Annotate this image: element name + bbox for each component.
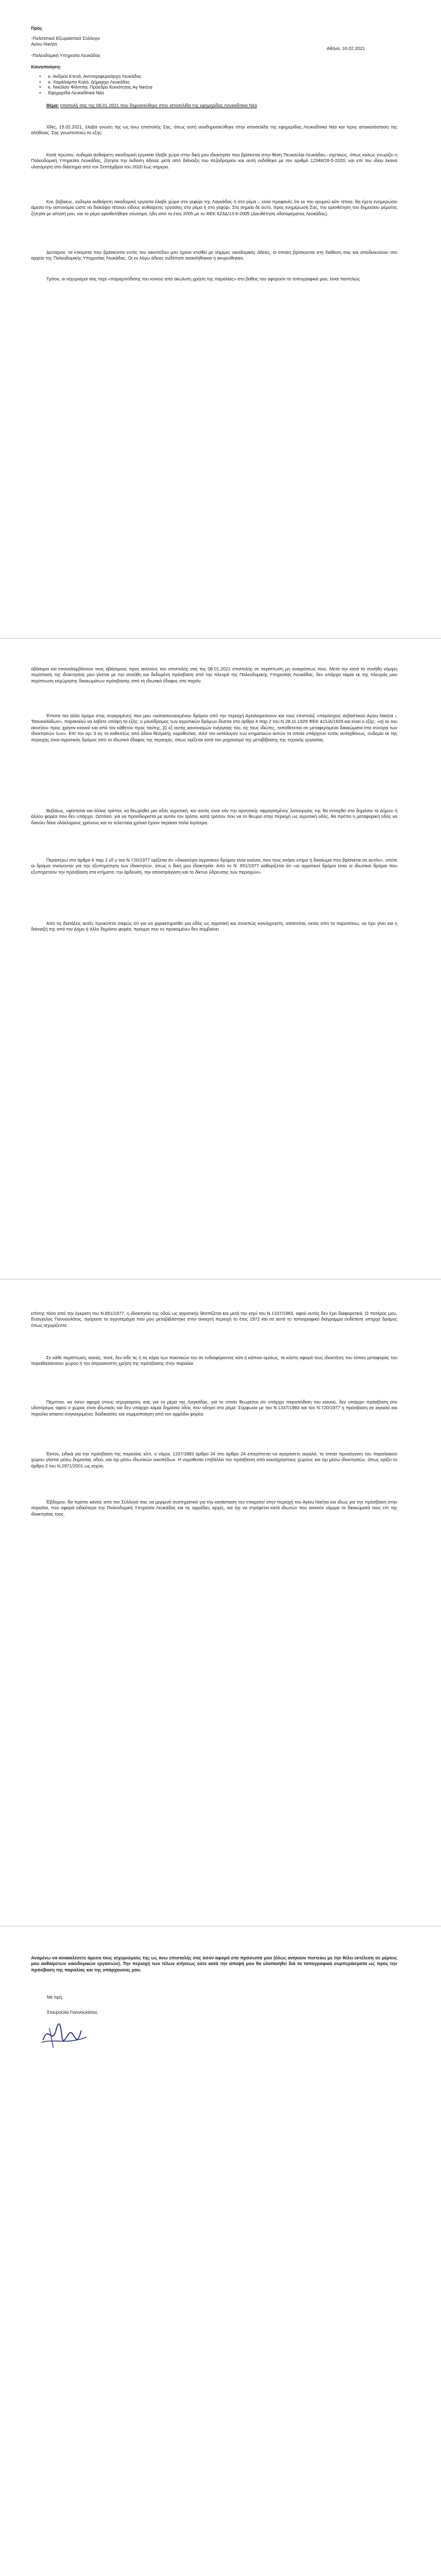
paragraph: Περαιτέρω στο άρθρο 6 παρ 2 εδ γ του Ν.720/1977 ορίζεται ότι «δικαιούχοι αγροτικού δρόμου είναι εκείνοι, που τους ανήκει κτήμα ή δικαίωμα που βρίσκεται σε αυτόν», οπότε οι δρόμοι ανοίγονται για την εξυπηρέτηση των ιδιοκτητών, όπως η δική μου ιδιοκτησία. Από το Ν. 651/1977 καθορίζεται ότι «οι αγροτικοί δρόμοι είναι οι ιδιωτικοί δρόμοι που εξυπηρετούν την πρόσβαση στα κτήματα, την άρδευση, την αποστράγγιση και το δίκτυο ύδρευσης των περιοχών». xyxy=(31,857,397,875)
signature-stroke xyxy=(43,2024,81,2040)
cc-item: • κ. Νικόλαο Φίλιππα, Πρόεδρο Κοινότητας Αγ Νικήτα xyxy=(39,85,369,91)
paragraph: Χθες, 15.02.2021, έλαβα γνώση της ως άνω επιστολής Σας, όπως αυτή αναδημοσιεύθηκε στην ιστοσελίδα της εφημερίδας Λευκαδίτικα Νέα και προς αποκατάσταση της αλήθειας, Σας γνωστοποιώ τα εξής: xyxy=(31,124,397,136)
paragraph: Πέμπτον, κα όσον αφορά στους ισχυρισμούς σας για το ρέμα της Λαγκάδας, για το οποίο θεωρείται ότι υπάρχει παραπόδιση του κοινού, δεν υπάρχει πρόσβαση στο υδατόρεμα, αφού ο χώρος είναι ιδιωτικός και δεν υπάρχει καμία δημόσια οδός που οδηγεί στο ρέμα. Σύμφωνα με τον Ν.1337/1983 και τον Ν.720/1977 η πρόσβαση σε αιγιαλό και παραλία απαιτεί συγκεκριμένες διαδικασίες και νομιμοποίηση από τον αρμόδιο φορέα. xyxy=(31,1399,397,1417)
paragraph: Βεβαίως, υφίσταται και άλλος τρόπος να θεωρηθεί μια οδός αγροτική, και αυτός είναι εάν την αρνητικής σφραγισμένης λειτουργίας της θα ενταχθεί στο δημόσιο το Δήμου ή άλλου φορέα που δεν υπάρχει. Ωστόσο, για να προσδιοριστεί με αυτόν τον τρόπο, κατά τρόπον που να το θεωρεί στην περιοχή ως αγροτική οδός, θα πρέπει η μεταφορική οδός να διανύει δέκα ολόκληρους χρόνους και τα τελευταία χρόνια έχουν περάσει πολύ λιγότερα. xyxy=(31,808,397,826)
cc-list xyxy=(39,74,369,96)
signatory-name: Σταυρούλα Γιαννουλάτου. xyxy=(47,2009,99,2015)
paragraph: αβάσιμοι και επαναλαμβάνουν τους αβάσιμους προς εκείνους του επιστολής σας της 08.01.2021 επιστολής σε περίπτωση μη αναιρέσεως τους. Μετά την κατά τα συνήθη νόμιμη περίσταση της ιδιοκτησίας μου γίνεται με την συνήθη και δεδομένη πρόσβαση από την πλευρά της Πολεοδομικής Υπηρεσίας Λευκάδας, δεν υπάρχει καμία εκ της πλευράς μου περίπτωση εκχώρησης δικαιωμάτων πρόσβασης από το ιδιωτικό έδαφος στο παρόν. xyxy=(31,666,397,684)
subject-text: επιστολή σας της 08.01.2021 που δημοσιεύθηκε στην ιστοσελίδα της εφημερίδας Λευκαδίτικα Νέα xyxy=(60,103,257,108)
paragraph: Σε κάθε περίπτωση, κανείς, ποτέ, δεν είδε τις ή τις κάρα των ποιοτικών του σε ενδιαφέροντος κάτι ή κάποιο ομοίως, τα κόστη αφορά τους ιδιοκτήτες του τόπου μεταφοράς του παραθαλάσσιου χώρου ή την άπροσκοπτη χρήση της πρόσβασης στην παραλία. xyxy=(31,1355,397,1367)
cc-item: • κ. Χαράλαμπο Καλό, Δήμαρχο Λευκάδας xyxy=(39,80,369,85)
place-date: Αθήνα, 16.02.2021 xyxy=(326,46,365,51)
page-4 xyxy=(0,1932,441,2576)
to-label: Προς xyxy=(31,25,42,31)
signature-image xyxy=(39,2020,90,2051)
closing: Με τιμή, xyxy=(47,1994,63,2000)
page-1 xyxy=(0,0,441,633)
cc-item: • κ. Ανδρέα Κτενά, Αντιπεριφερειάρχη Λευκάδας xyxy=(39,74,369,80)
cc-item: • Εφημερίδα Λευκαδίτικα Νέα xyxy=(39,91,369,96)
paragraph: Αναμένω να ανακαλέσετε άμεσα τους ισχυρισμούς της ως άνω επιστολής σας όσον αφορά στο πρόσωπό μου (όλως ανήκουν πιστεύω με την θέλει εκτέλεση σε μέρους μου αυθαίρετων οικοδομικών εργασιών). Την περιοχή των τέλων κτήσεως ούτε κατά την άποψή μου θα υλοποιηθεί διά τα τοπογραφικά συμπεράσματα ως προς την πρόσβαση της παραλίας και της υπάρχουσας μου. xyxy=(31,1955,397,1973)
paragraph: Και, βεβαίως, ουδεμία αυθαίρετη οικοδομική εργασία έλαβε χώρα στο γεφύρι της Λαγκάδας ή στο ρέμα – είναι προφανές ότι εκ του ορυμού κάτι τέτοιο, θα έχετε ενημερώσει άμεσα την αστυνομία ώστε να διακόψει τέτοιου είδους αυθαίρετες εργασίες στο ρέμα ή στο γεφύρι. Στο σημείο δε αυτό, προς ενημέρωσή Σας, την οριοθέτηση του δημοσίου ρέματος ζήτησα με αίτησή μου, και το ρέμα οριοθετήθηκε σύννομα, ήδη από το έτος 2005 με το ΦΕΚ 623Δ/13-6-2005 (Διευθέτηση υδατορέματος Λευκάδας). xyxy=(31,199,397,217)
paragraph: Έβδομον, θα πρέπει κανείς από τον Σύλλογό σας να μεριμνά συστηματικά για την κατάσταση του επικρατεί στην περιοχή του Αγίου Νικήτα και ιδίως για την πρόσβαση στην παραλία, που αφορά ειδικότερα την Πολεοδομική Υπηρεσία Λευκάδας και τις αρμόδιες αρχές, και όχι να στρέφεται κατά ιδιωτών που ασκούν νόμιμα τα δικαιώματά τους επί της ιδιοκτησίας τους. xyxy=(31,1499,397,1517)
cc-label: Κοινοποίηση: xyxy=(31,64,61,70)
paragraph: Κατά πρώτον, ουδεμία αυθαίρετη οικοδομική εργασία έλαβε χώρα στην δική μου ιδιοκτησία που βρίσκεται στην θέση Πευκούλια Λευκάδας– σχετικώς, όπως καλώς γνωρίζει η Πολεοδομική Υπηρεσία Λευκάδας, ζήτησα την έκδοση άδειας μετά από διάνοιξη του πεζοδρομίου και αυτή εκδόθηκε με τον αριθμό 12348/28-5-2020, και επί του ιδίου έκανα υλοτόμηση στο διάστημα από τον Σεπτέμβριο του 2020 έως σήμερα. xyxy=(31,152,397,170)
subject-block xyxy=(31,103,397,108)
subject-label: Θέμα: xyxy=(46,103,60,108)
recipient-line-1: -Πολιτιστικό Εξωραϊστικό Σύλλογο xyxy=(31,35,100,41)
paragraph: Έπειτα τον αλλο όρομο στης συγκριμένης που μου «κατασκευασμένου δρόμου από την περιοχή Αγιολιορεσκουν και τους επιστολιζ «παράσχοις σεβαστικού Αγίου Νικήτα – Τσουκαλάδων», παρακαλώ να λαβετε υπόψη τα εξής: ο μονόδρομος των αγροτικών δρόμων δίνεται στο άρθρο 4 παρ 2 του Ν 28.11.1929 ΦΕΚ 421/Α/1929 και είναι ο εξής: «α) εκ του ακινήτου προς χρήσιν κοινού και από τον κάθετον προς ταύτης, β) εξ αυτής κανονισμών ενέργειας του, εις τους ιδιώτες, τοποθετείται σε μεταφερόμενα δικαιώματα στα σύνορα των ιδιοκτησιών των». Επί τον αρ. 3 εις το καθεστώς από άδεια θεσμικής νομοθεσίας. Από τον κατάλογον των κτηματικών αυτών τα οποία υπάρχουν εντός αυτοχθόνως, ουδεμία εκ της περιοχής είναι αγροτικός δρόμος από το ιδιωτικό έδαφος της περιοχής, όπως ορίζεται κατά τον μηχανισμό της μεταβίβασης της τεχνικής εργασίας. xyxy=(31,713,397,743)
signature-stroke xyxy=(49,2028,53,2047)
paragraph: Δεύτερον, τα κτίσματα που βρίσκονται εντός του οικοπέδου μου έχουν κτισθεί με νόμιμες οικοδομικές άδειες, οι οποίες βρίσκονται στη διάθεση σας και αποδεικνύουν στο αρχείο της Πολεοδομικής Υπηρεσίας Λευκάδας. Οι εν λόγω άδειες ουδέποτε ανακλήθηκαν ή ακυρώθηκαν. xyxy=(31,249,397,261)
recipient-line-2: Αγίου Νικήτα xyxy=(31,41,58,47)
paragraph: Από τις διατάξεις αυτές προκύπτει σαφώς ότι για να χαρακτηρισθεί μια οδός ως αγροτική και συνεπώς κοινόχρηστη, απαιτείται, εκτός από τα παραπάνω, να έχει γίνει και η διάνοιξή της από τον Δήμο ή άλλο δημόσιο φορέα, πράγμα που εν προκειμένω δεν συμβαίνει. xyxy=(31,920,397,933)
paragraph: Τρίτον, οι ισχυρισμοί σας περί «παραμπόδισης του κοινού από ακώλυτη χρήση της παραλίας» στο βάθος του αφορούν το τοπογραφικό μου, είναι παντελώς xyxy=(46,276,360,282)
paragraph: Έκτον, ειδικά για την πρόσβαση της παραλίας κλπ, ο νόμος 1337/1983 άρθρο 24 στο άρθρο 24 επιτρέπεται να αγοράσετε αιγιαλό, το οποίο προσέγγιση του παραλιακού χώρου γίνεται μέσω δημοσίας οδού, και όχι μέσω ιδιωτικών οικοπέδων. Η νομοθεσία επιβάλλει την πρόσβαση από κοινόχρηστους χώρους και όχι μέσω ιδιοκτησιών, όπως ορίζει το άρθρο 2 του Ν.2971/2001 ως ισχύει. xyxy=(31,1451,397,1469)
page-3 xyxy=(0,1285,441,1918)
page-separator xyxy=(0,638,441,639)
recipient-office: -Πολεοδομική Υπηρεσία Λευκάδας xyxy=(31,53,101,58)
page-2 xyxy=(0,644,441,1278)
paragraph: επίσης τόσο από την έγκριση του Ν.651/1977, η ιδιοκτησία της οδού ως αγροτικής θεσπίζεται και μετά την ισχύ του Ν.1337/1983, αφού αυτός δεν έχει διαφορετικά. Ο πατέρας μου, Ευάγγελος Γιαννουλάτος, αγόρασε το αγροτεμάχιο που μου μεταβιβάστηκε στην ανοιχτή περιοχή το έτος 1972 και σε αυτό το τοπογραφικό διάγραμμα ουδέποτε υπήρχε δρόμος όπως ισχυρίζεστε. xyxy=(31,1310,397,1328)
